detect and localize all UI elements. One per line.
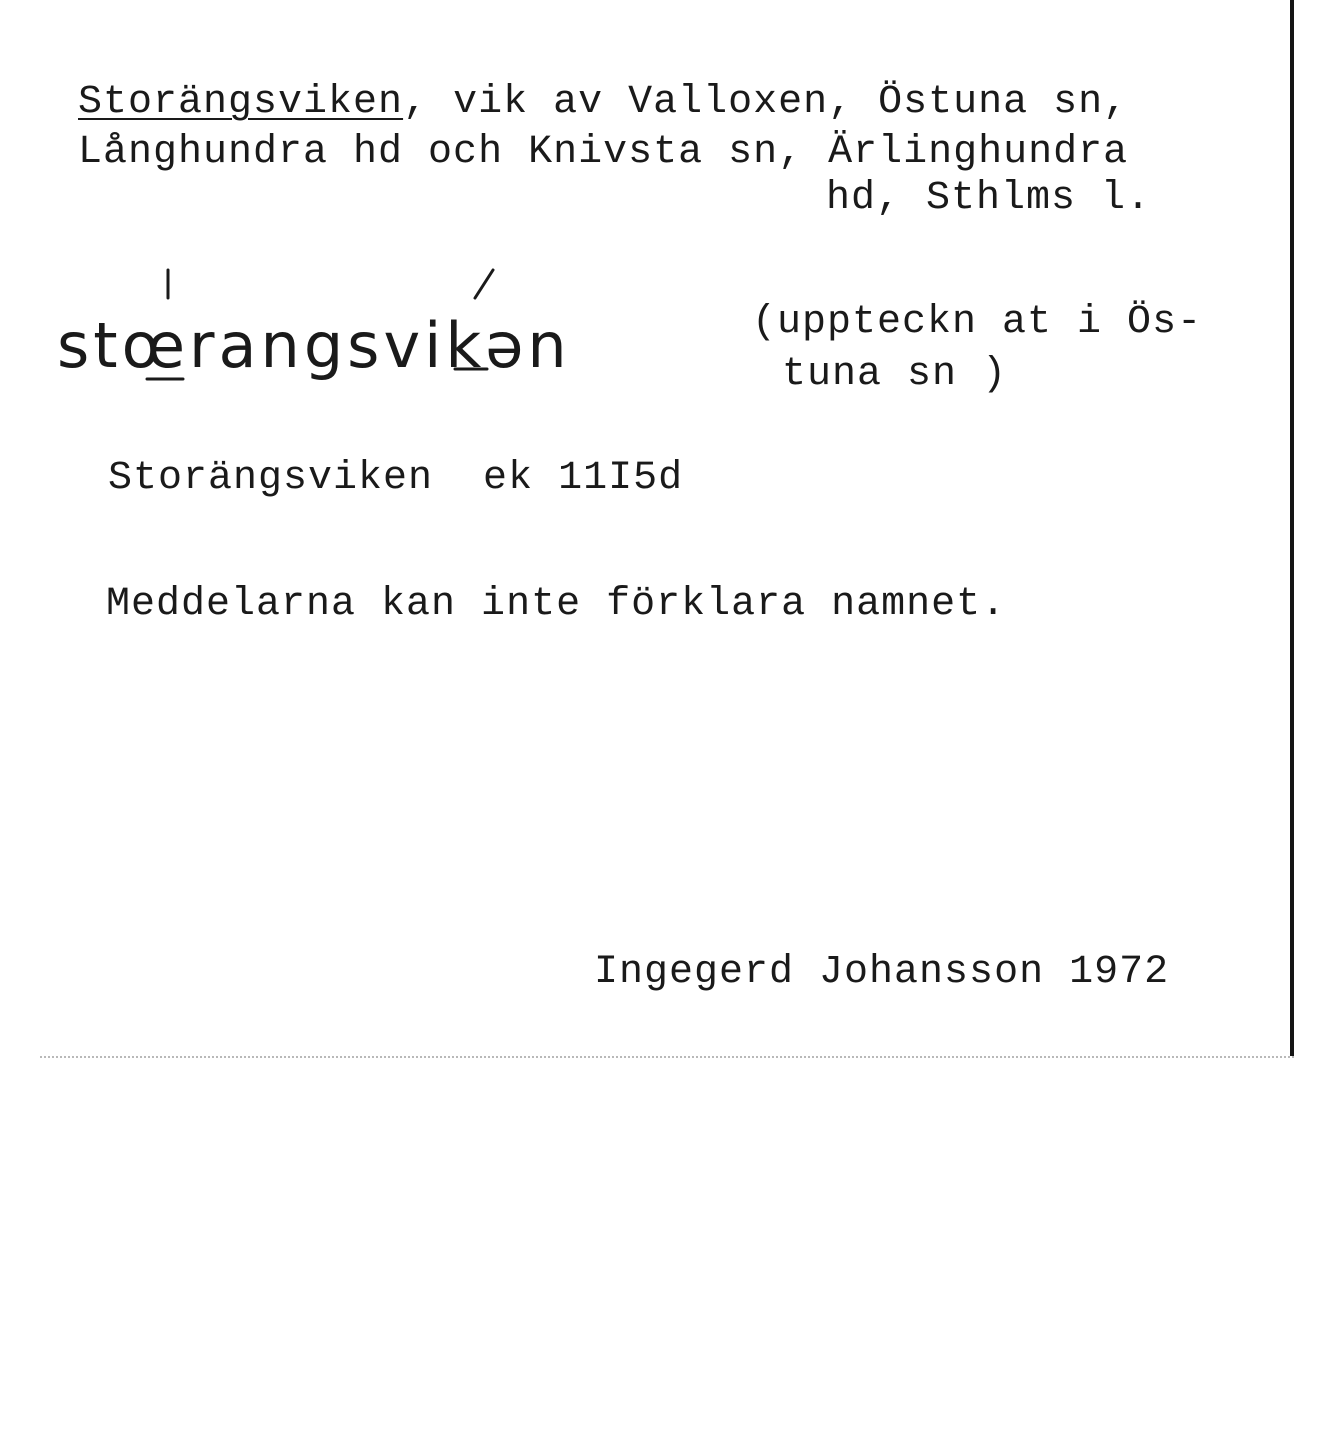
pronunciation-text: stœrangsvikən xyxy=(57,309,571,382)
card-bottom-edge xyxy=(40,1056,1294,1058)
headword: Storängsviken xyxy=(78,80,404,125)
note-line-1: (uppteckn at i Ös- xyxy=(752,300,1203,345)
header-line-2: Långhundra hd och Knivsta sn, Ärlinghundra xyxy=(78,130,1129,175)
stress-mark-secondary xyxy=(475,270,493,298)
handwritten-pronunciation xyxy=(55,262,655,402)
map-reference: Storängsviken ek 11I5d xyxy=(108,456,684,501)
signature: Ingegerd Johansson 1972 xyxy=(594,950,1170,995)
header-line-1-rest: , vik av Valloxen, Östuna sn, xyxy=(403,80,1129,125)
note-line-2: tuna sn ) xyxy=(782,352,1008,397)
handwritten-pronunciation-drawing xyxy=(55,262,655,402)
card-right-edge xyxy=(1290,0,1294,1056)
comment: Meddelarna kan inte förklara namnet. xyxy=(106,582,1007,627)
header-line-1 xyxy=(78,80,1128,126)
header-line-3: hd, Sthlms l. xyxy=(826,176,1152,221)
